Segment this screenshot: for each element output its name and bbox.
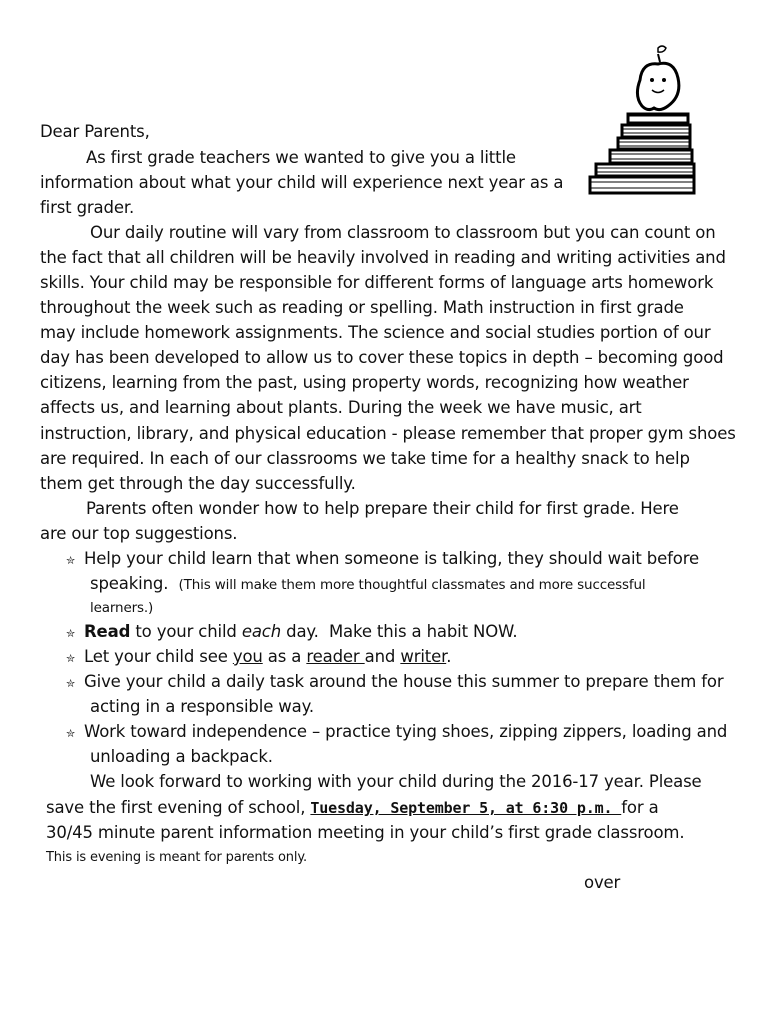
greeting: Dear Parents, [40, 122, 150, 141]
paragraph-3-line-1: Parents often wonder how to help prepare their child for first grade. Here [86, 499, 679, 518]
paragraph-2-line-3: skills. Your child may be responsible for different forms of language arts homework [40, 273, 714, 292]
paragraph-1-line-1: As first grade teachers we wanted to give you a little [86, 148, 516, 167]
paragraph-3-line-2: are our top suggestions. [40, 524, 238, 543]
paragraph-2-line-11: them get through the day successfully. [40, 474, 356, 493]
suggestion-5-line-2: unloading a backpack. [90, 747, 273, 766]
star-bullet-icon: ✮ [66, 727, 76, 740]
suggestion-1-speaking: speaking. [90, 574, 169, 593]
suggestion-4-line-1: Give your child a daily task around the house this summer to prepare them for [84, 672, 724, 691]
suggestion-1-line-3: learners.) [90, 600, 154, 616]
meeting-date: Tuesday, September 5, at 6:30 p.m. [310, 799, 622, 817]
suggestion-4-line-2: acting in a responsible way. [90, 697, 314, 716]
paragraph-1-line-3: first grader. [40, 198, 135, 217]
suggestion-5-line-1: Work toward independence – practice tying shoes, zipping zippers, loading and [84, 722, 728, 741]
suggestion-3-text-d: . [446, 647, 452, 666]
suggestion-1-line-1: Help your child learn that when someone is talking, they should wait before [84, 549, 699, 568]
suggestion-5 [66, 719, 727, 746]
suggestion-1-note: (This will make them more thoughtful classmates and more successful [178, 577, 646, 593]
suggestion-3-text-b: as a [262, 647, 307, 666]
suggestion-2-text-a: to your child [130, 622, 242, 641]
paragraph-1-line-2: information about what your child will experience next year as a [40, 173, 564, 192]
suggestion-3-writer: writer [400, 647, 447, 666]
paragraph-2-line-5: may include homework assignments. The science and social studies portion of our [40, 323, 711, 342]
suggestion-1-line-2 [90, 571, 646, 598]
suggestion-3-text-a: Let your child see [84, 647, 233, 666]
paragraph-2-line-9: instruction, library, and physical education - please remember that proper gym shoes [40, 424, 736, 443]
paragraph-2-line-2: the fact that all children will be heavily involved in reading and writing activities and [40, 248, 726, 267]
suggestion-3-you: you [232, 647, 263, 666]
suggestion-2-text-b: day. Make this a habit NOW. [281, 622, 518, 641]
suggestion-3-text-c: and [364, 647, 401, 666]
paragraph-2-line-6: day has been developed to allow us to cover these topics in depth – becoming good [40, 348, 724, 367]
paragraph-2-line-8: affects us, and learning about plants. During the week we have music, art [40, 398, 642, 417]
paragraph-4-text-a: save the first evening of school, [46, 798, 311, 817]
star-bullet-icon: ✮ [66, 554, 76, 567]
suggestion-3 [66, 644, 451, 671]
suggestion-3-reader: reader [306, 647, 365, 666]
suggestion-2 [66, 619, 517, 646]
paragraph-4-text-b: for a [621, 798, 659, 817]
paragraph-2-line-7: citizens, learning from the past, using property words, recognizing how weather [40, 373, 689, 392]
star-bullet-icon: ✮ [66, 627, 76, 640]
star-bullet-icon: ✮ [66, 677, 76, 690]
paragraph-2-line-10: are required. In each of our classrooms we take time for a healthy snack to help [40, 449, 690, 468]
paragraph-4-line-3: 30/45 minute parent information meeting in your child’s first grade classroom. [46, 823, 685, 842]
apple-on-books-clipart [588, 44, 700, 196]
paragraph-4-line-1: We look forward to working with your child during the 2016-17 year. Please [90, 772, 702, 791]
paragraph-4-line-4: This is evening is meant for parents only. [46, 850, 307, 865]
over-note: over [584, 873, 621, 892]
paragraph-2-line-4: throughout the week such as reading or spelling. Math instruction in first grade [40, 298, 684, 317]
star-bullet-icon: ✮ [66, 652, 76, 665]
suggestion-2-read: Read [84, 622, 131, 641]
paragraph-2-line-1: Our daily routine will vary from classroom to classroom but you can count on [90, 223, 716, 242]
suggestion-1 [66, 546, 699, 573]
paragraph-4-line-2 [46, 795, 659, 821]
suggestion-4 [66, 669, 724, 696]
suggestion-2-each: each [241, 622, 282, 641]
